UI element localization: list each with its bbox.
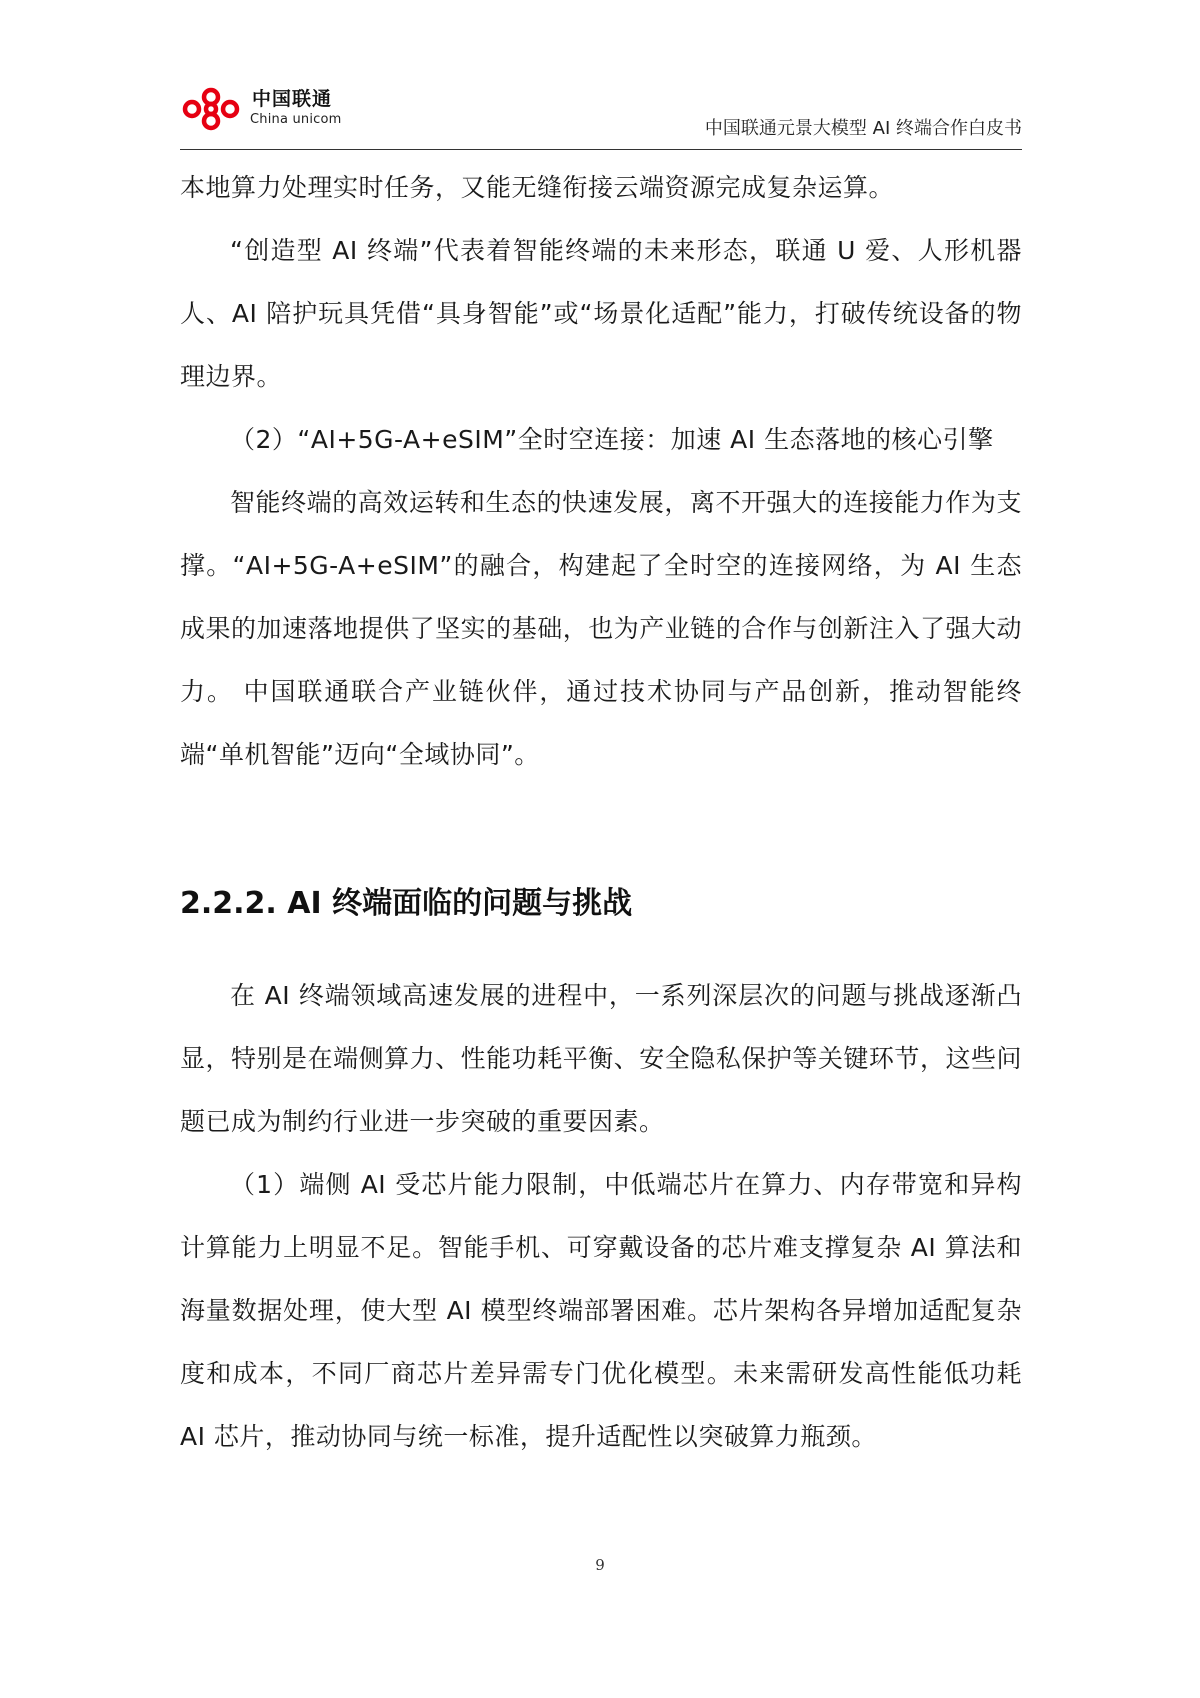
- paragraph: 在 AI 终端领域高速发展的进程中，一系列深层次的问题与挑战逐渐凸显，特别是在端侧算力、性能功耗平衡、安全隐私保护等关键环节，这些问题已成为制约行业进一步突破的重要因素。: [180, 981, 1022, 1136]
- paragraph: （1）端侧 AI 受芯片能力限制，中低端芯片在算力、内存带宽和异构计算能力上明显不足。智能手机、可穿戴设备的芯片难支撑复杂 AI 算法和海量数据处理，使大型 AI 模型终端部署困难。芯片架构各异增加适配复杂度和成本，不同厂商芯片差异需专门优化模型。未来需研发高性能低功耗 AI 芯片，推动协同与统一标准，提升适配性以突破算力瓶颈。: [180, 1170, 1022, 1451]
- body-text-top: [180, 156, 1022, 786]
- paragraph: “创造型 AI 终端”代表着智能终端的未来形态，联通 U 爱、人形机器人、AI 陪护玩具凭借“具身智能”或“场景化适配”能力，打破传统设备的物理边界。: [180, 236, 1022, 391]
- logo-english-text: China unicom: [250, 112, 342, 127]
- logo-chinese-text: 中国联通: [252, 88, 333, 110]
- header-divider: [180, 149, 1022, 150]
- running-title: 中国联通元景大模型 AI 终端合作白皮书: [704, 118, 1022, 139]
- section-heading: 2.2.2. AI 终端面临的问题与挑战: [180, 886, 633, 921]
- paragraph-continuation: 本地算力处理实时任务，又能无缝衔接云端资源完成复杂运算。: [180, 173, 895, 202]
- subsection-heading: （2）“AI+5G-A+eSIM”全时空连接：加速 AI 生态落地的核心引擎: [230, 425, 994, 454]
- body-text-bottom: [180, 964, 1022, 1468]
- paragraph: 智能终端的高效运转和生态的快速发展，离不开强大的连接能力作为支撑。“AI+5G-A+eSIM”的融合，构建起了全时空的连接网络，为 AI 生态成果的加速落地提供了坚实的基础，也为产业链的合作与创新注入了强大动力。 中国联通联合产业链伙伴，通过技术协同与产品创新，推动智能终端“单机智能”迈向“全域协同”。: [180, 488, 1022, 769]
- page-number: 9: [595, 1556, 605, 1574]
- china-unicom-logo: [180, 82, 350, 138]
- unicom-knot-icon: [180, 86, 242, 132]
